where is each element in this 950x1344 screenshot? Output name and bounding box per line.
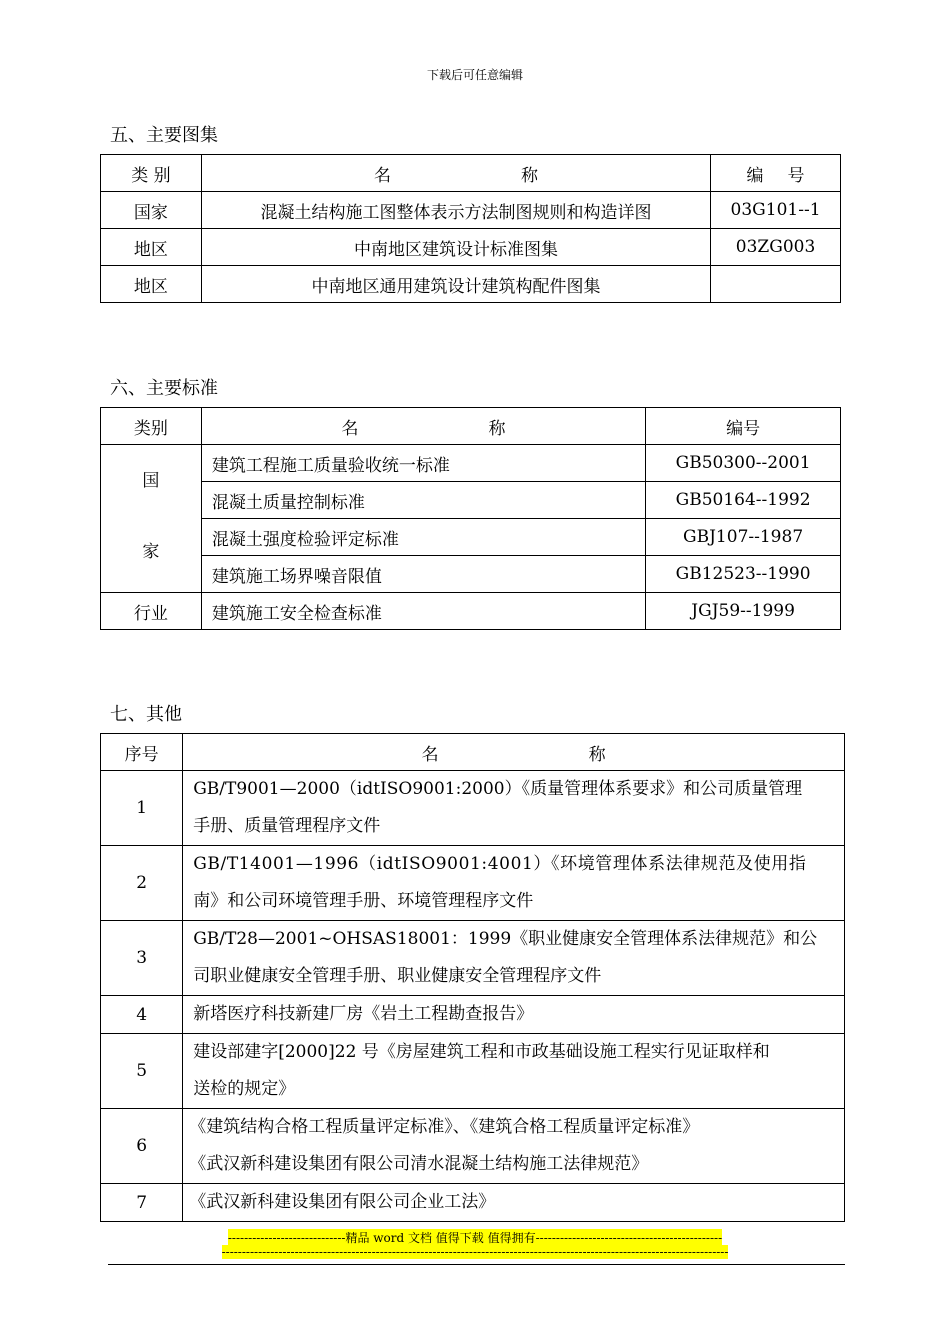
header-no: 序号 xyxy=(101,734,183,771)
table-row xyxy=(101,846,845,921)
header-type: 类 别 xyxy=(101,155,202,192)
section6-table xyxy=(100,407,841,630)
footer-text-1: -----------------------------精品 word 文档 值得下载 值得拥有---------------------------------------------- xyxy=(227,1231,723,1245)
cell-name: 新塔医疗科技新建厂房《岩土工程勘查报告》 xyxy=(183,996,845,1034)
cell-type: 地区 xyxy=(101,266,202,303)
cell-name xyxy=(183,921,845,996)
section7-table xyxy=(100,733,845,1222)
cell-name: 混凝土结构施工图整体表示方法制图规则和构造详图 xyxy=(201,192,710,229)
section7-title: 七、其他 xyxy=(110,704,182,725)
cell-name: 建筑施工场界噪音限值 xyxy=(201,556,645,593)
table-row xyxy=(101,192,841,229)
cell-name: 混凝土强度检验评定标准 xyxy=(201,519,645,556)
cell-line-2: 司职业健康安全管理手册、职业健康安全管理程序文件 xyxy=(193,966,602,986)
cell-no: 1 xyxy=(101,771,183,846)
header-code: 编号 xyxy=(646,408,841,445)
table-row xyxy=(101,921,845,996)
group-type-char-2: 家 xyxy=(142,542,160,562)
cell-name xyxy=(183,846,845,921)
cell-name xyxy=(183,1034,845,1109)
cell-type: 行业 xyxy=(101,593,202,630)
footer-watermark-line-2 xyxy=(0,1245,950,1259)
cell-no: 7 xyxy=(101,1184,183,1222)
cell-no: 3 xyxy=(101,921,183,996)
cell-line-2: 《武汉新科建设集团有限公司清水混凝土结构施工法律规范》 xyxy=(189,1154,649,1174)
header-code: 编 号 xyxy=(711,155,841,192)
cell-type: 地区 xyxy=(101,229,202,266)
table-row xyxy=(101,445,841,482)
cell-name xyxy=(183,771,845,846)
cell-code: GB50164--1992 xyxy=(646,482,841,519)
cell-line-2: 手册、质量管理程序文件 xyxy=(193,816,381,836)
table-row xyxy=(101,593,841,630)
section6-title: 六、主要标准 xyxy=(110,378,218,399)
table-row xyxy=(101,771,845,846)
cell-code xyxy=(711,266,841,303)
header-type: 类别 xyxy=(101,408,202,445)
cell-name: 混凝土质量控制标准 xyxy=(201,482,645,519)
cell-code: GB12523--1990 xyxy=(646,556,841,593)
table-row xyxy=(101,1109,845,1184)
cell-line-1: GB/T28—2001~OHSAS18001：1999《职业健康安全管理体系法律规范》和公 xyxy=(193,929,818,949)
cell-code: 03ZG003 xyxy=(711,229,841,266)
table-row xyxy=(101,996,845,1034)
table-row xyxy=(101,556,841,593)
header-name: 名 称 xyxy=(183,734,845,771)
section5-title: 五、主要图集 xyxy=(110,125,218,146)
footer-watermark-line-1 xyxy=(0,1229,950,1246)
cell-name: 建筑施工安全检查标准 xyxy=(201,593,645,630)
header-name: 名 称 xyxy=(201,155,710,192)
cell-name: 建筑工程施工质量验收统一标准 xyxy=(201,445,645,482)
table-row xyxy=(101,519,841,556)
cell-code: GBJ107--1987 xyxy=(646,519,841,556)
cell-type-group xyxy=(101,445,202,593)
cell-no: 4 xyxy=(101,996,183,1034)
cell-name: 中南地区建筑设计标准图集 xyxy=(201,229,710,266)
cell-code: JGJ59--1999 xyxy=(646,593,841,630)
cell-line-2: 送检的规定》 xyxy=(193,1079,296,1099)
group-type-char-1: 国 xyxy=(142,471,160,491)
cell-type: 国家 xyxy=(101,192,202,229)
header-name: 名 称 xyxy=(201,408,645,445)
cell-no: 2 xyxy=(101,846,183,921)
table-row xyxy=(101,229,841,266)
cell-no: 5 xyxy=(101,1034,183,1109)
table-row xyxy=(101,1184,845,1222)
table-row xyxy=(101,1034,845,1109)
table-row xyxy=(101,482,841,519)
cell-line-1: GB/T14001—1996（idtISO9001:4001）《环境管理体系法律规范及使用指 xyxy=(193,854,807,874)
table-row xyxy=(101,266,841,303)
cell-name: 《武汉新科建设集团有限公司企业工法》 xyxy=(183,1184,845,1222)
cell-line-1: 《建筑结构合格工程质量评定标准》、《建筑合格工程质量评定标准》 xyxy=(189,1117,700,1137)
cell-name xyxy=(183,1109,845,1184)
cell-line-1: GB/T9001—2000（idtISO9001:2000）《质量管理体系要求》和公司质量管理 xyxy=(193,779,803,799)
cell-line-2: 南》和公司环境管理手册、环境管理程序文件 xyxy=(193,891,534,911)
cell-name: 中南地区通用建筑设计建筑构配件图集 xyxy=(201,266,710,303)
cell-line-1: 建设部建字[2000]22 号《房屋建筑工程和市政基础设施工程实行见证取样和 xyxy=(193,1042,770,1062)
footer-rule xyxy=(108,1264,845,1265)
footer-text-2: ----------------------------------------------------------------------------------------------------------------------------- xyxy=(221,1245,729,1259)
page-header: 下载后可任意编辑 xyxy=(426,68,523,82)
cell-code: GB50300--2001 xyxy=(646,445,841,482)
cell-no: 6 xyxy=(101,1109,183,1184)
section5-table xyxy=(100,154,841,303)
cell-code: 03G101--1 xyxy=(711,192,841,229)
